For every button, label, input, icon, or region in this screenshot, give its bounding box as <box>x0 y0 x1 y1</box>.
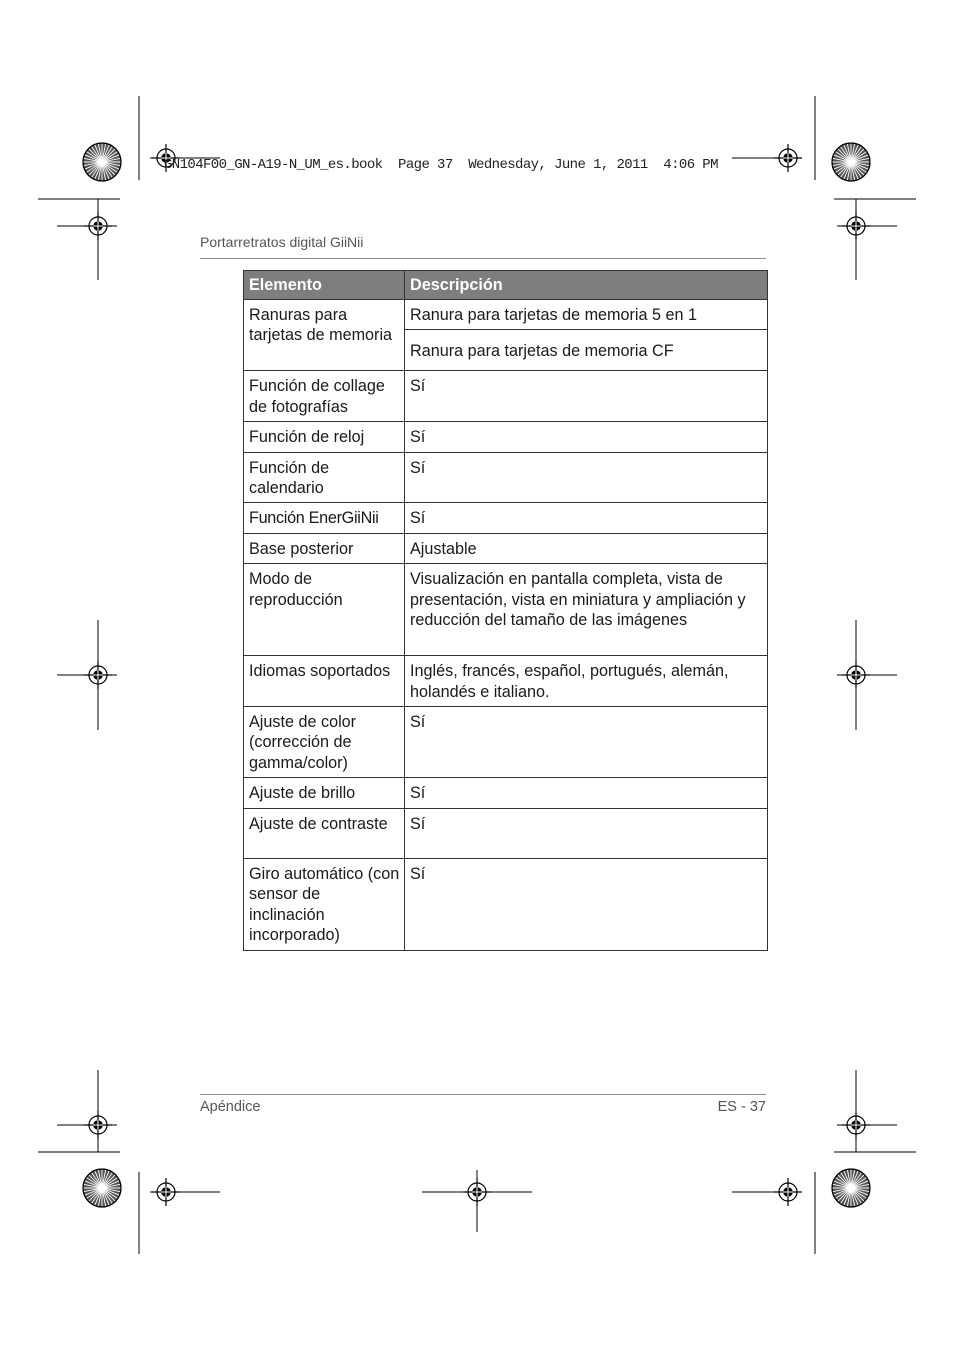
row-value: Ajustable <box>405 533 768 563</box>
row-label: Función de calendario <box>244 452 405 503</box>
row-value: Sí <box>405 778 768 808</box>
table-row <box>244 858 768 950</box>
row-label: Ajuste de contraste <box>244 808 405 858</box>
row-label: Base posterior <box>244 533 405 563</box>
table-row <box>244 778 768 808</box>
table-row <box>244 656 768 707</box>
table-row <box>244 422 768 452</box>
row-value: Sí <box>405 371 768 422</box>
page-number: ES - 37 <box>717 1099 766 1115</box>
table-row <box>244 533 768 563</box>
table-row <box>244 564 768 656</box>
row-value: Inglés, francés, español, portugués, alemán, holandés e italiano. <box>405 656 768 707</box>
header-rule <box>200 258 766 259</box>
row-value: Ranura para tarjetas de memoria 5 en 1 <box>405 300 768 330</box>
row-label: Modo de reproducción <box>244 564 405 656</box>
table-row <box>244 300 768 330</box>
column-header-elemento: Elemento <box>244 271 405 300</box>
table-header-row <box>244 271 768 300</box>
row-value: Sí <box>405 808 768 858</box>
spec-table <box>243 270 768 951</box>
row-label: Función EnerGiiNii <box>244 503 405 533</box>
row-value: Sí <box>405 707 768 778</box>
table-row <box>244 707 768 778</box>
column-header-descripcion: Descripción <box>405 271 768 300</box>
row-label: Idiomas soportados <box>244 656 405 707</box>
table-row <box>244 371 768 422</box>
row-value: Sí <box>405 503 768 533</box>
running-head: Portarretratos digital GiiNii <box>200 234 364 250</box>
footer-section: Apéndice <box>200 1099 261 1115</box>
row-value: Visualización en pantalla completa, vista de presentación, vista en miniatura y ampliación y reducción del tamaño de las imágenes <box>405 564 768 656</box>
row-label: Ranuras para tarjetas de memoria <box>244 300 405 371</box>
footer-rule <box>200 1094 766 1095</box>
print-slug: GN104F00_GN-A19-N_UM_es.book Page 37 Wednesday, June 1, 2011 4:06 PM <box>164 157 718 173</box>
row-value: Sí <box>405 422 768 452</box>
row-label: Giro automático (con sensor de inclinación incorporado) <box>244 858 405 950</box>
row-label: Ajuste de brillo <box>244 778 405 808</box>
row-label: Función de collage de fotografías <box>244 371 405 422</box>
table-row <box>244 452 768 503</box>
row-label: Ajuste de color (corrección de gamma/color) <box>244 707 405 778</box>
table-row <box>244 808 768 858</box>
row-label: Función de reloj <box>244 422 405 452</box>
row-value: Sí <box>405 452 768 503</box>
row-value: Ranura para tarjetas de memoria CF <box>405 330 768 371</box>
row-value: Sí <box>405 858 768 950</box>
table-row <box>244 503 768 533</box>
